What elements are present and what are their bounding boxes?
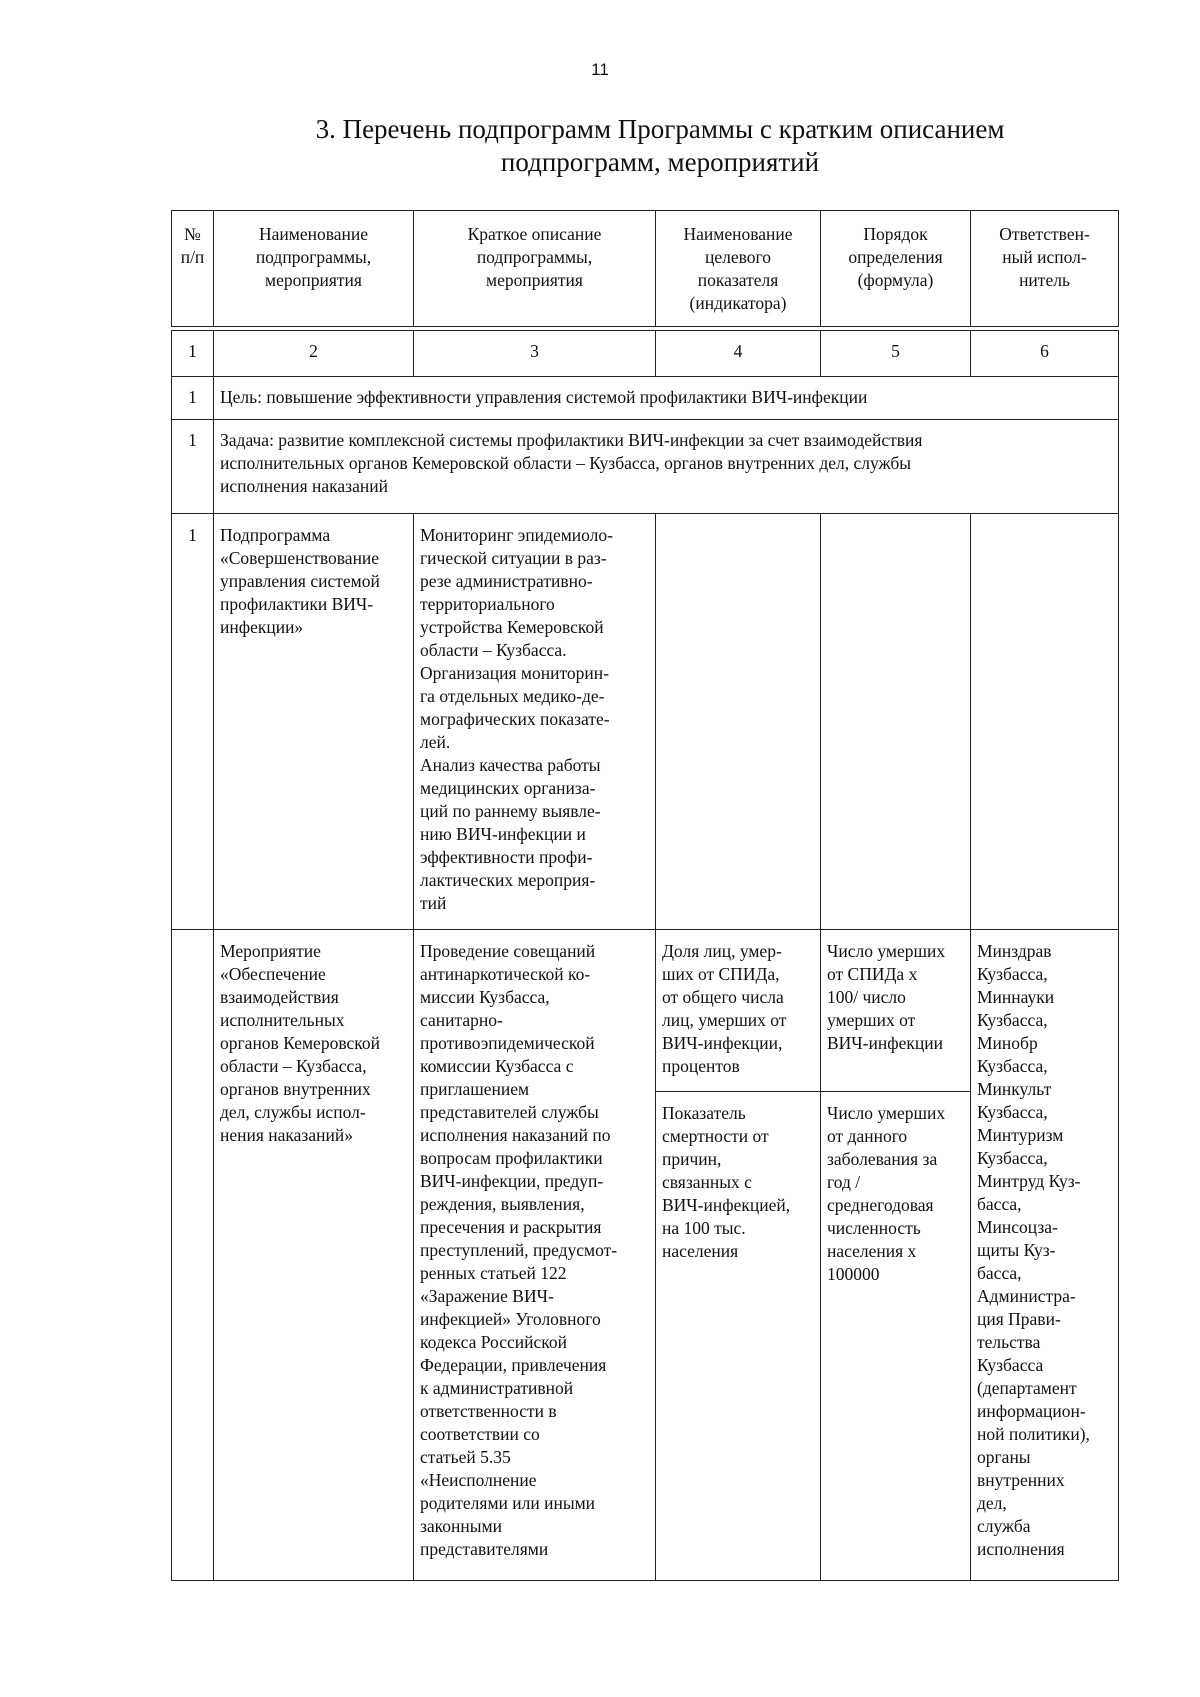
header-table bbox=[171, 210, 1119, 327]
column-number: 6 bbox=[971, 331, 1119, 377]
subprogram-number: 1 bbox=[172, 514, 214, 930]
goal-row bbox=[172, 377, 1119, 420]
column-number: 5 bbox=[821, 331, 971, 377]
header-cell-number: № п/п bbox=[172, 211, 214, 327]
indicator-formula: Число умерших от СПИДа х 100/ число умерших от ВИЧ-инфекции bbox=[821, 930, 971, 1092]
header-row bbox=[172, 211, 1119, 327]
event-description: Проведение совещаний антинаркотической ко- миссии Кузбасса, санитарно- противоэпидемической комиссии Кузбасса с приглашением представителей службы исполнения наказаний по вопросам профилактики ВИЧ-инфекции, предуп- реждения, выявления, пресечения и раскрытия преступлений, предусмот- ренных статьей 122 «Заражение ВИЧ- инфекцией» Уголовного кодекса Российской Федерации, привлечения к административной ответственности в соответствии со статьей 5.35 «Неисполнение родителями или иными законными представителями bbox=[414, 930, 656, 1581]
column-number: 1 bbox=[172, 331, 214, 377]
header-cell-indicator: Наименование целевого показателя (индикатора) bbox=[656, 211, 821, 327]
header-cell-description: Краткое описание подпрограммы, мероприятия bbox=[414, 211, 656, 327]
column-number: 3 bbox=[414, 331, 656, 377]
task-row bbox=[172, 420, 1119, 514]
task-number: 1 bbox=[172, 420, 214, 514]
column-number-row bbox=[172, 331, 1119, 377]
event-row bbox=[172, 930, 1119, 1092]
page-title bbox=[220, 113, 1100, 179]
page-title-line2: подпрограмм, мероприятий bbox=[500, 147, 820, 177]
page-number: 11 bbox=[591, 60, 609, 79]
indicator-name: Доля лиц, умер- ших от СПИДа, от общего числа лиц, умерших от ВИЧ-инфекции, процентов bbox=[656, 930, 821, 1092]
subprogram-indicator-empty bbox=[656, 514, 821, 930]
column-number: 2 bbox=[214, 331, 414, 377]
subprogram-responsible-empty bbox=[971, 514, 1119, 930]
column-number: 4 bbox=[656, 331, 821, 377]
event-number bbox=[172, 930, 214, 1581]
subprogram-description: Мониторинг эпидемиоло- гической ситуации в раз- резе административно- территориального устройства Кемеровской области – Кузбасса. Организация мониторин- га отдельных медико-де- мографических показате- лей. Анализ качества работы медицинских организа- ций по раннему выявле- нию ВИЧ-инфекции и эффективности профи- лактических мероприя- тий bbox=[414, 514, 656, 930]
event-responsible: Минздрав Кузбасса, Миннауки Кузбасса, Минобр Кузбасса, Минкульт Кузбасса, Минтуризм Кузбасса, Минтруд Куз- басса, Минсоцза- щиты Куз- басса, Администра- ция Прави- тельства Кузбасса (департамент информацион- ной политики), органы внутренних дел, служба исполнения bbox=[971, 930, 1119, 1581]
subprogram-row bbox=[172, 514, 1119, 930]
task-text: Задача: развитие комплексной системы профилактики ВИЧ-инфекции за счет взаимодействия исполнительных органов Кемеровской области – Кузбасса, органов внутренних дел, службы исполнения наказаний bbox=[214, 420, 1119, 514]
event-name: Мероприятие «Обеспечение взаимодействия исполнительных органов Кемеровской области – Кузбасса, органов внутренних дел, службы испол- нения наказаний» bbox=[214, 930, 414, 1581]
header-cell-responsible: Ответствен- ный испол- нитель bbox=[971, 211, 1119, 327]
goal-text: Цель: повышение эффективности управления системой профилактики ВИЧ-инфекции bbox=[214, 377, 1119, 420]
goal-number: 1 bbox=[172, 377, 214, 420]
header-cell-name: Наименование подпрограммы, мероприятия bbox=[214, 211, 414, 327]
program-table bbox=[171, 330, 1119, 1581]
indicator-name: Показатель смертности от причин, связанных с ВИЧ-инфекцией, на 100 тыс. населения bbox=[656, 1092, 821, 1581]
header-cell-formula: Порядок определения (формула) bbox=[821, 211, 971, 327]
subprogram-name: Подпрограмма «Совершенствование управления системой профилактики ВИЧ- инфекции» bbox=[214, 514, 414, 930]
indicator-formula: Число умерших от данного заболевания за год / среднегодовая численность населения х 100000 bbox=[821, 1092, 971, 1581]
subprogram-formula-empty bbox=[821, 514, 971, 930]
page-title-line1: 3. Перечень подпрограмм Программы с кратким описанием bbox=[315, 114, 1005, 144]
